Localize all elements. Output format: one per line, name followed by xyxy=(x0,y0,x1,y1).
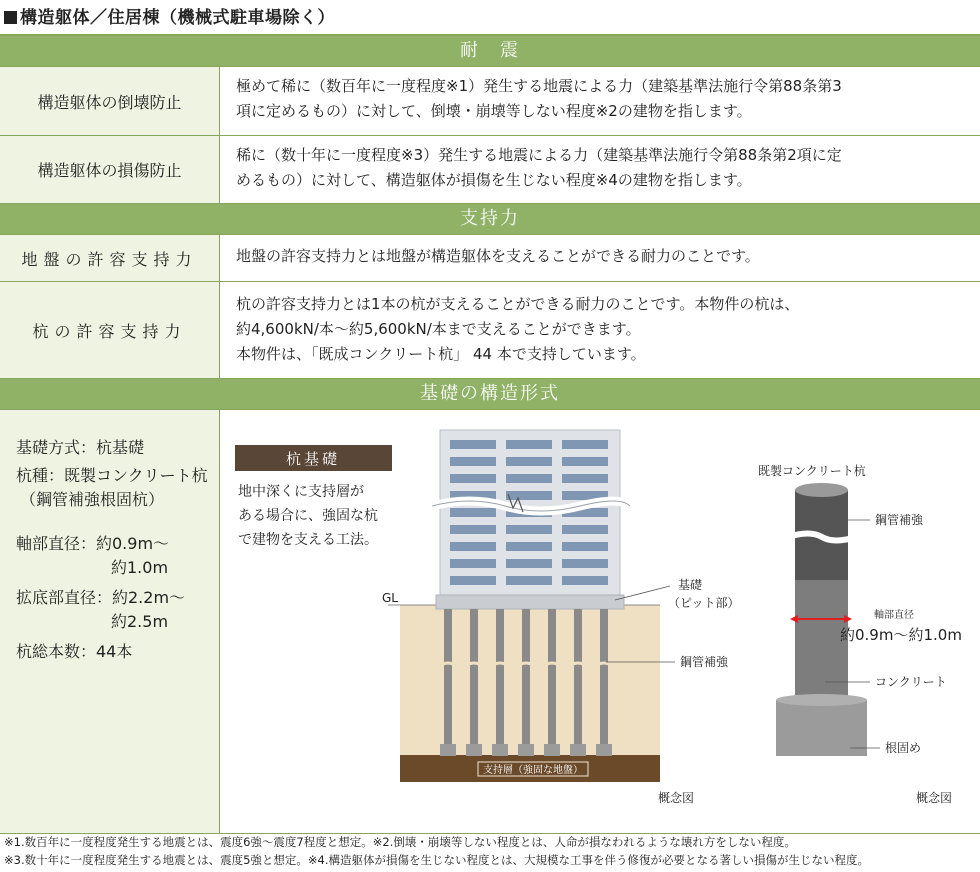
pile xyxy=(574,609,582,749)
shaft-diameter-label: 軸部直径 xyxy=(874,610,914,621)
diagram-caption: 概念図 xyxy=(658,791,695,805)
pile xyxy=(444,609,452,749)
pile xyxy=(496,609,504,749)
pile-steel-label: 鋼管補強 xyxy=(875,513,924,527)
foundation-figure xyxy=(220,410,980,833)
square-bullet-icon xyxy=(4,11,17,24)
pile xyxy=(470,609,478,749)
method-desc-line: で建物を支える工法。 xyxy=(238,532,378,548)
row-text-line: 項に定めるもの）に対して、倒壊・崩壊等しない程度※2の建物を指します。 xyxy=(236,102,752,120)
table-row-pile-capacity xyxy=(0,282,980,379)
row-value xyxy=(220,235,980,281)
row-text-line: めるもの）に対して、構造躯体が損傷を生じない程度※4の建物を指します。 xyxy=(236,171,752,189)
pile-caption: 概念図 xyxy=(916,791,953,805)
building-window xyxy=(562,440,608,449)
foundation-spec xyxy=(0,410,220,833)
building-window xyxy=(562,559,608,568)
building-window xyxy=(450,440,496,449)
building-window xyxy=(506,457,552,466)
building-window xyxy=(506,474,552,483)
pile-foundation-diagram xyxy=(220,410,979,833)
building-window xyxy=(450,576,496,585)
arrow-head-left xyxy=(790,615,798,623)
pile xyxy=(548,609,556,749)
method-desc-line: 地中深くに支持層が xyxy=(238,484,364,500)
building-window xyxy=(450,559,496,568)
footing-pit xyxy=(436,595,624,609)
pile-root xyxy=(440,744,456,756)
spec-method: 基礎方式：杭基礎 xyxy=(16,438,145,457)
row-label: 構造躯体の損傷防止 xyxy=(0,136,220,203)
pile-root xyxy=(776,700,867,756)
method-desc-line: ある場合に、強固な杭 xyxy=(238,508,378,524)
building-window xyxy=(506,491,552,500)
row-text-line: 稀に（数十年に一度程度※3）発生する地震による力（建築基準法施行令第88条第2項に定 xyxy=(236,146,842,164)
stratum-label: 支持層（強固な地盤） xyxy=(483,765,583,776)
spec-pile-type: 杭種：既製コンクリート杭 xyxy=(16,466,208,485)
building-window xyxy=(450,542,496,551)
building-window xyxy=(506,525,552,534)
row-text-line: 約4,600kN/本～約5,600kN/本まで支えることができます。 xyxy=(236,320,641,338)
footing-label: 基礎 xyxy=(678,578,703,592)
building-window xyxy=(562,457,608,466)
callout-line xyxy=(615,586,670,600)
spec-shaft-diameter: 軸部直径：約0.9m～ xyxy=(16,534,170,553)
pile-root xyxy=(544,744,560,756)
building-window xyxy=(562,576,608,585)
footing-sub-label: （ピット部） xyxy=(668,596,740,610)
row-value xyxy=(220,136,980,203)
row-text-line: 極めて稀に（数百年に一度程度※1）発生する地震による力（建築基準法施行令第88条第3 xyxy=(236,77,842,95)
building-window xyxy=(450,457,496,466)
structure-table xyxy=(0,34,980,834)
building-window xyxy=(450,474,496,483)
row-text-line: 地盤の許容支持力とは地盤が構造躯体を支えることができる耐力のことです。 xyxy=(236,247,760,265)
building-window xyxy=(562,525,608,534)
pile-root xyxy=(492,744,508,756)
building-window xyxy=(506,542,552,551)
table-row-collapse-prevention xyxy=(0,67,980,136)
row-value xyxy=(220,67,980,135)
row-label: 地盤の許容支持力 xyxy=(0,235,220,281)
table-row-ground-capacity xyxy=(0,235,980,282)
spec-shaft-diameter-max: 約1.0m xyxy=(111,558,169,577)
pile-root-top xyxy=(776,694,867,706)
building-window xyxy=(506,440,552,449)
footnote-line: ※3.数十年に一度程度発生する地震とは、震度5強と想定。※4.構造躯体が損傷を生じない程度とは、大規模な工事を伴う修復が必要となる著しい損傷が生じない程度。 xyxy=(4,853,870,867)
building-window xyxy=(450,508,496,517)
pile-top xyxy=(795,483,848,497)
bearing-header: 支持力 xyxy=(0,204,980,235)
pile-root xyxy=(466,744,482,756)
spec-base-diameter-max: 約2.5m xyxy=(111,612,169,631)
pile xyxy=(522,609,530,749)
row-text-line: 本物件は、「既成コンクリート杭」 44 本で支持しています。 xyxy=(236,345,646,363)
row-text-line: 杭の許容支持力とは1本の杭が支えることができる耐力のことです。本物件の杭は、 xyxy=(236,295,800,313)
building-window xyxy=(562,542,608,551)
foundation-header: 基礎の構造形式 xyxy=(0,379,980,410)
method-tag: 杭基礎 xyxy=(285,450,341,468)
pile-title: 既製コンクリート杭 xyxy=(758,464,866,478)
spec-pile-count: 杭総本数：44本 xyxy=(16,642,133,661)
page-title xyxy=(4,3,335,28)
row-label: 杭の許容支持力 xyxy=(0,282,220,378)
building-window xyxy=(450,525,496,534)
table-row-damage-prevention xyxy=(0,136,980,204)
seismic-header: 耐 震 xyxy=(0,36,980,67)
spec-pile-subtype: （鋼管補強根固杭） xyxy=(20,490,165,509)
building-window xyxy=(562,474,608,483)
root-label: 根固め xyxy=(885,741,922,755)
page-title-text: 構造躯体／住居棟（機械式駐車場除く） xyxy=(20,8,335,28)
pile-root xyxy=(596,744,612,756)
building-window xyxy=(506,559,552,568)
footnote-line: ※1.数百年に一度程度発生する地震とは、震度6強～震度7程度と想定。※2.倒壊・崩壊等しない程度とは、人命が損なわれるような壊れ方をしない程度。 xyxy=(4,835,796,849)
row-value xyxy=(220,282,980,378)
gl-label: GL xyxy=(382,591,398,605)
pile-root xyxy=(518,744,534,756)
steel-label: 鋼管補強 xyxy=(680,655,729,669)
row-label: 構造躯体の倒壊防止 xyxy=(0,67,220,135)
shaft-diameter-value: 約0.9m～約1.0m xyxy=(840,626,962,644)
pile-root xyxy=(570,744,586,756)
footnotes xyxy=(4,833,869,869)
spec-base-diameter: 拡底部直径：約2.2m～ xyxy=(16,588,186,607)
concrete-label: コンクリート xyxy=(875,675,947,689)
foundation-row xyxy=(0,410,980,834)
pile xyxy=(600,609,608,749)
building-window xyxy=(506,576,552,585)
